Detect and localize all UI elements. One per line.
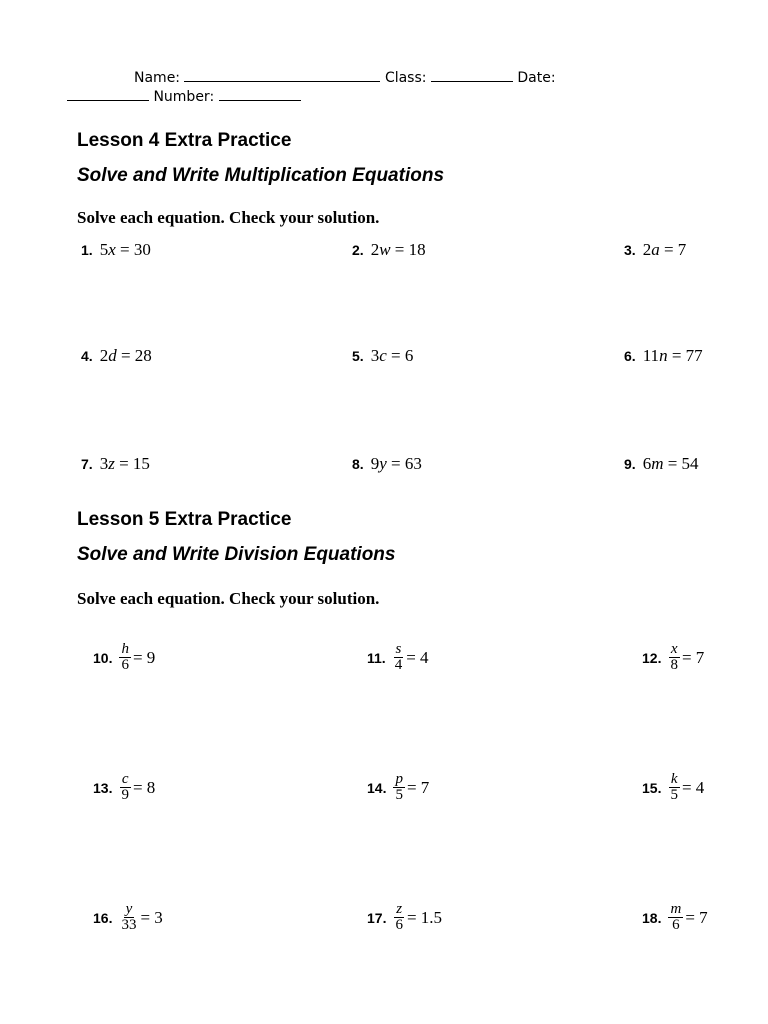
equation bbox=[643, 346, 703, 366]
problem-number: 3. bbox=[624, 242, 636, 258]
equation-rhs: = 7 bbox=[406, 777, 430, 797]
equation-rhs: = 6 bbox=[386, 346, 414, 365]
variable: n bbox=[659, 346, 668, 365]
variable: d bbox=[108, 346, 117, 365]
coefficient: 11 bbox=[642, 346, 660, 365]
denominator: 8 bbox=[670, 657, 678, 673]
variable: x bbox=[108, 240, 116, 259]
equation bbox=[643, 240, 687, 260]
numerator: y bbox=[125, 901, 133, 917]
header-line-1 bbox=[134, 69, 556, 86]
equation-rhs: = 77 bbox=[667, 346, 703, 365]
variable: z bbox=[108, 454, 115, 473]
problem-item bbox=[93, 642, 155, 673]
problem-number: 12. bbox=[642, 649, 662, 666]
equation-rhs: = 3 bbox=[140, 907, 163, 927]
equation bbox=[371, 454, 422, 474]
denominator: 6 bbox=[395, 917, 403, 933]
problem-item bbox=[367, 642, 429, 673]
problem-item bbox=[642, 902, 708, 933]
problem-number: 5. bbox=[352, 348, 364, 364]
class-blank[interactable] bbox=[431, 69, 513, 82]
date-label: Date: bbox=[517, 70, 556, 86]
equation-rhs: = 7 bbox=[681, 647, 705, 667]
fraction bbox=[668, 772, 680, 803]
header-line-2 bbox=[67, 88, 301, 105]
problem-item bbox=[93, 902, 163, 933]
variable: a bbox=[651, 240, 660, 259]
problem-number: 8. bbox=[352, 456, 364, 472]
problem-item bbox=[352, 454, 422, 474]
number-label: Number: bbox=[153, 89, 215, 105]
problem-number: 18. bbox=[642, 909, 662, 926]
equation bbox=[100, 346, 152, 366]
variable: c bbox=[379, 346, 387, 365]
lesson5-title: Lesson 5 Extra Practice bbox=[77, 509, 292, 530]
equation bbox=[643, 454, 699, 474]
numerator: h bbox=[121, 641, 129, 657]
date-blank[interactable] bbox=[67, 88, 149, 101]
problem-item bbox=[624, 240, 686, 260]
problem-number: 1. bbox=[81, 242, 93, 258]
variable: y bbox=[379, 454, 387, 473]
coefficient: 3 bbox=[99, 454, 109, 473]
equation-rhs: = 4 bbox=[406, 647, 429, 667]
name-blank[interactable] bbox=[184, 69, 380, 82]
denominator: 9 bbox=[121, 787, 129, 803]
problem-number: 14. bbox=[367, 779, 387, 796]
coefficient: 6 bbox=[642, 454, 652, 473]
problem-item bbox=[81, 346, 152, 366]
coefficient: 2 bbox=[642, 240, 652, 259]
fraction bbox=[119, 772, 131, 803]
equation-rhs: = 8 bbox=[132, 777, 156, 797]
equation-rhs: = 54 bbox=[663, 454, 699, 473]
problem-item bbox=[642, 642, 704, 673]
lesson5-instructions: Solve each equation. Check your solution. bbox=[77, 589, 380, 608]
coefficient: 2 bbox=[99, 346, 109, 365]
equation-rhs: = 1.5 bbox=[406, 907, 443, 927]
denominator: 6 bbox=[121, 657, 129, 673]
equation bbox=[100, 454, 150, 474]
problem-item bbox=[352, 240, 426, 260]
equation-rhs: = 30 bbox=[115, 240, 151, 259]
problem-item bbox=[93, 772, 155, 803]
lesson4-instructions: Solve each equation. Check your solution. bbox=[77, 208, 380, 227]
problem-item bbox=[642, 772, 704, 803]
class-label: Class: bbox=[384, 70, 427, 86]
denominator: 5 bbox=[670, 787, 678, 803]
equation bbox=[100, 240, 151, 260]
numerator: z bbox=[396, 901, 403, 917]
equation-rhs: = 7 bbox=[685, 907, 708, 927]
denominator: 33 bbox=[121, 917, 137, 933]
denominator: 6 bbox=[672, 917, 680, 933]
problem-item bbox=[352, 346, 413, 366]
numerator: p bbox=[395, 771, 403, 787]
equation-rhs: = 4 bbox=[681, 777, 705, 797]
denominator: 5 bbox=[395, 787, 403, 803]
problem-number: 7. bbox=[81, 456, 93, 472]
fraction bbox=[668, 902, 683, 933]
lesson4-subtitle: Solve and Write Multiplication Equations bbox=[77, 165, 445, 186]
numerator: c bbox=[121, 771, 129, 787]
lesson4-title: Lesson 4 Extra Practice bbox=[77, 130, 292, 151]
equation bbox=[371, 346, 414, 366]
equation-rhs: = 9 bbox=[132, 647, 156, 667]
fraction bbox=[393, 772, 405, 803]
problem-item bbox=[81, 454, 150, 474]
problem-number: 4. bbox=[81, 348, 93, 364]
coefficient: 3 bbox=[370, 346, 380, 365]
variable: m bbox=[651, 454, 664, 473]
fraction bbox=[119, 642, 131, 673]
numerator: s bbox=[395, 641, 402, 657]
fraction bbox=[393, 902, 405, 933]
problem-number: 10. bbox=[93, 649, 113, 666]
fraction bbox=[668, 642, 680, 673]
number-blank[interactable] bbox=[219, 88, 301, 101]
numerator: m bbox=[670, 901, 682, 917]
variable: w bbox=[379, 240, 391, 259]
problem-item bbox=[624, 454, 699, 474]
equation-rhs: = 7 bbox=[659, 240, 687, 259]
equation-rhs: = 63 bbox=[386, 454, 422, 473]
numerator: k bbox=[670, 771, 678, 787]
problem-number: 15. bbox=[642, 779, 662, 796]
coefficient: 5 bbox=[99, 240, 109, 259]
denominator: 4 bbox=[394, 657, 403, 673]
problem-item bbox=[624, 346, 703, 366]
numerator: x bbox=[670, 641, 678, 657]
problem-number: 13. bbox=[93, 779, 113, 796]
problem-item bbox=[81, 240, 151, 260]
problem-number: 6. bbox=[624, 348, 636, 364]
equation bbox=[371, 240, 426, 260]
lesson5-subtitle: Solve and Write Division Equations bbox=[77, 544, 396, 565]
fraction bbox=[393, 642, 405, 673]
name-label: Name: bbox=[134, 70, 181, 86]
problem-number: 17. bbox=[367, 909, 387, 926]
problem-item bbox=[367, 902, 442, 933]
problem-number: 11. bbox=[367, 649, 386, 666]
problem-number: 2. bbox=[352, 242, 364, 258]
fraction bbox=[119, 902, 138, 933]
coefficient: 2 bbox=[370, 240, 380, 259]
problem-item bbox=[367, 772, 429, 803]
problem-number: 16. bbox=[93, 909, 113, 926]
equation-rhs: = 28 bbox=[116, 346, 152, 365]
equation-rhs: = 18 bbox=[390, 240, 426, 259]
equation-rhs: = 15 bbox=[114, 454, 150, 473]
coefficient: 9 bbox=[370, 454, 380, 473]
problem-number: 9. bbox=[624, 456, 636, 472]
